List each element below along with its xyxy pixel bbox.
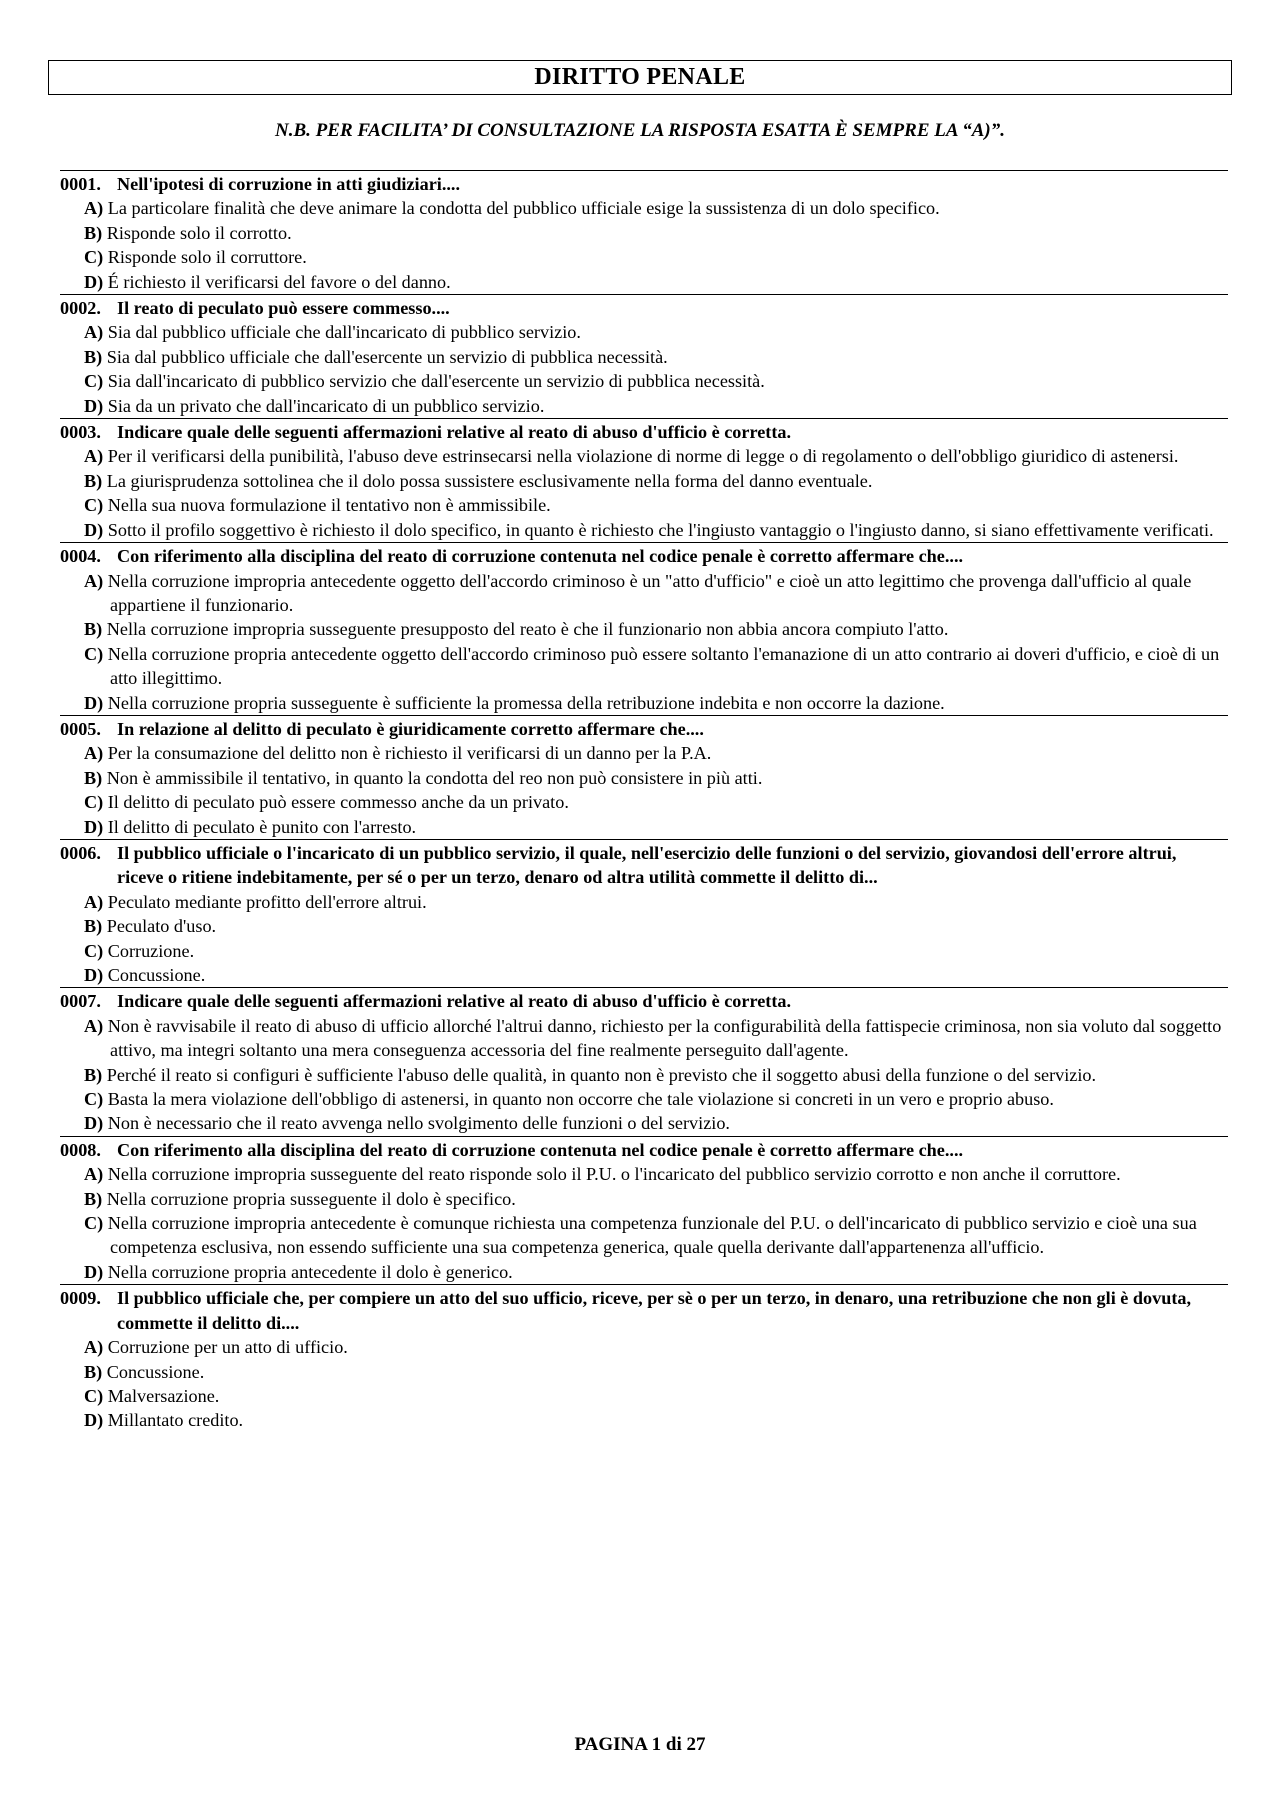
- answer-letter: D): [84, 271, 104, 292]
- answer-text: Concussione.: [107, 965, 206, 985]
- answer-letter: D): [84, 1261, 104, 1282]
- question-body: Indicare quale delle seguenti affermazioni relative al reato di abuso d'ufficio è corretta.: [117, 422, 792, 443]
- answer-letter: A): [84, 743, 104, 764]
- answer-letter: A): [84, 1164, 104, 1185]
- answer-letter: C): [84, 1213, 104, 1234]
- answer-option: [60, 196, 1228, 220]
- question-body: In relazione al delitto di peculato è giuridicamente corretto affermare che....: [117, 718, 704, 739]
- answer-text: Non è ammissibile il tentativo, in quanto la condotta del reo non può consistere in più atti.: [106, 767, 763, 788]
- answer-text: Corruzione per un atto di ufficio.: [107, 1337, 348, 1358]
- question-block: [60, 715, 1228, 839]
- answer-letter: B): [84, 346, 103, 367]
- answer-option: [60, 1384, 1228, 1408]
- answer-text: Non è necessario che il reato avvenga nello svolgimento delle funzioni o del servizio.: [107, 1113, 730, 1134]
- question-block: [60, 294, 1228, 418]
- answer-text: Perché il reato si configuri è sufficiente l'abuso delle qualità, in quanto non è previsto che il soggetto abusi della funzione o del servizio.: [106, 1064, 1097, 1085]
- answer-option: [60, 1087, 1228, 1111]
- answer-letter: B): [84, 619, 103, 640]
- answer-letter: C): [84, 940, 104, 961]
- answer-option: [60, 963, 1228, 987]
- answer-text: Per il verificarsi della punibilità, l'abuso deve estrinsecarsi nella violazione di norme di legge o di regolamento o dell'obbligo giuridico di astenersi.: [107, 446, 1179, 467]
- question-text: [60, 296, 1226, 320]
- answer-option: [60, 320, 1228, 344]
- answer-option: [60, 369, 1228, 393]
- answer-option: [60, 1335, 1228, 1359]
- answer-text: Nella corruzione propria susseguente è sufficiente la promessa della retribuzione indebita e non occorre la dazione.: [107, 692, 945, 713]
- question-body: Il pubblico ufficiale che, per compiere un atto del suo ufficio, riceve, per sè o per un terzo, in denaro, una retribuzione che non gli è dovuta, commette il delitto di....: [117, 1288, 1192, 1333]
- answer-text: Sia dal pubblico ufficiale che dall'incaricato di pubblico servizio.: [107, 322, 581, 343]
- answer-option: [60, 394, 1228, 418]
- question-block: [60, 542, 1228, 715]
- answer-text: Il delitto di peculato è punito con l'arresto.: [107, 816, 417, 837]
- answer-option: [60, 1014, 1228, 1063]
- answer-letter: D): [84, 1113, 104, 1134]
- answer-letter: C): [84, 1089, 104, 1110]
- answer-letter: A): [84, 570, 104, 591]
- answer-text: Malversazione.: [107, 1385, 220, 1406]
- answer-letter: A): [84, 322, 104, 343]
- answer-option: [60, 790, 1228, 814]
- question-text: [60, 989, 1226, 1013]
- question-block: [60, 839, 1228, 987]
- answer-letter: B): [84, 1064, 103, 1085]
- answer-option: [60, 493, 1228, 517]
- answer-letter: D): [84, 1410, 104, 1431]
- answer-option: [60, 914, 1228, 938]
- consultation-note: N.B. PER FACILITA’ DI CONSULTAZIONE LA RISPOSTA ESATTA È SEMPRE LA “A)”.: [275, 120, 1005, 141]
- answer-letter: C): [84, 495, 104, 516]
- question-number: 0003.: [60, 422, 101, 443]
- answer-text: Risponde solo il corrotto.: [106, 222, 292, 243]
- answer-text: Peculato d'uso.: [106, 916, 217, 937]
- answer-text: Nella sua nuova formulazione il tentativo non è ammissibile.: [107, 495, 551, 516]
- answer-text: Sotto il profilo soggettivo è richiesto il dolo specifico, in quanto è richiesto che l'ingiusto vantaggio o l'ingiusto danno, si siano effettivamente verificati.: [107, 519, 1214, 540]
- question-number: 0006.: [60, 842, 101, 863]
- answer-option: [60, 1360, 1228, 1384]
- answer-letter: C): [84, 371, 104, 392]
- answer-option: [60, 617, 1228, 641]
- answer-option: [60, 1187, 1228, 1211]
- answer-letter: D): [84, 519, 104, 540]
- answer-text: Nella corruzione propria antecedente il dolo è generico.: [107, 1261, 513, 1282]
- answer-letter: B): [84, 916, 103, 937]
- answer-text: Corruzione.: [107, 940, 195, 961]
- answer-option: [60, 691, 1228, 715]
- answer-text: Sia da un privato che dall'incaricato di un pubblico servizio.: [107, 395, 545, 416]
- answer-option: [60, 569, 1228, 618]
- answer-text: La particolare finalità che deve animare la condotta del pubblico ufficiale esige la sussistenza di un dolo specifico.: [107, 198, 940, 219]
- answer-option: [60, 1260, 1228, 1284]
- question-text: [60, 544, 1226, 568]
- answer-letter: D): [84, 692, 104, 713]
- answer-text: Non è ravvisabile il reato di abuso di ufficio allorché l'altrui danno, richiesto per la configurabilità della fattispecie criminosa, non sia voluto dal soggetto attivo, ma integri soltanto una mera conseguenza accessoria del fine realmente perseguito dall'agente.: [107, 1015, 1222, 1061]
- answer-text: Basta la mera violazione dell'obbligo di astenersi, in quanto non occorre che tale violazione si concreti in un vero e proprio abuso.: [107, 1089, 1054, 1110]
- answer-text: Il delitto di peculato può essere commesso anche da un privato.: [107, 792, 569, 813]
- answer-letter: C): [84, 643, 104, 664]
- question-body: Con riferimento alla disciplina del reato di corruzione contenuta nel codice penale è corretto affermare che....: [117, 546, 964, 567]
- question-number: 0004.: [60, 546, 101, 567]
- answer-option: [60, 1063, 1228, 1087]
- page-title: DIRITTO PENALE: [48, 60, 1232, 95]
- answer-letter: C): [84, 1385, 104, 1406]
- answer-letter: D): [84, 395, 104, 416]
- answer-text: Nella corruzione impropria susseguente presupposto del reato è che il funzionario non abbia ancora compiuto l'atto.: [106, 619, 949, 640]
- answer-option: [60, 469, 1228, 493]
- question-text: [60, 1138, 1226, 1162]
- answer-text: Sia dall'incaricato di pubblico servizio che dall'esercente un servizio di pubblica necessità.: [107, 371, 765, 392]
- answer-text: Nella corruzione impropria antecedente oggetto dell'accordo criminoso è un "atto d'ufficio" e cioè un atto legittimo che provenga dall'ufficio al quale appartiene il funzionario.: [107, 570, 1192, 615]
- question-text: [60, 172, 1226, 196]
- question-block: [60, 170, 1228, 294]
- question-body: Nell'ipotesi di corruzione in atti giudiziari....: [117, 174, 461, 194]
- question-list: [60, 170, 1228, 1433]
- answer-option: [60, 1111, 1228, 1135]
- answer-option: [60, 518, 1228, 542]
- question-text: [60, 717, 1226, 741]
- answer-option: [60, 741, 1228, 765]
- answer-letter: A): [84, 1337, 104, 1358]
- question-block: [60, 1136, 1228, 1284]
- question-block: [60, 418, 1228, 542]
- answer-text: Nella corruzione impropria antecedente è comunque richiesta una competenza funzionale del P.U. o dell'incaricato di pubblico servizio e cioè una sua competenza esclusiva, non essendo sufficiente una sua competenza generica, quale quella derivante dall'appartenenza all'ufficio.: [107, 1213, 1197, 1258]
- answer-option: [60, 1408, 1228, 1432]
- question-body: Il pubblico ufficiale o l'incaricato di un pubblico servizio, il quale, nell'esercizio delle funzioni o del servizio, giovandosi dell'errore altrui, riceve o ritiene indebitamente, per sé o per un terzo, denaro od altra utilità commette il delitto di...: [117, 842, 1177, 888]
- answer-letter: B): [84, 222, 103, 243]
- answer-option: [60, 245, 1228, 269]
- answer-letter: A): [84, 446, 104, 467]
- answer-text: Peculato mediante profitto dell'errore altrui.: [107, 891, 427, 912]
- answer-text: Sia dal pubblico ufficiale che dall'esercente un servizio di pubblica necessità.: [106, 346, 668, 367]
- question-number: 0009.: [60, 1288, 101, 1309]
- answer-option: [60, 766, 1228, 790]
- question-text: [60, 841, 1226, 890]
- answer-letter: A): [84, 1015, 104, 1036]
- answer-letter: D): [84, 816, 104, 837]
- question-text: [60, 1286, 1226, 1335]
- answer-text: Millantato credito.: [107, 1410, 244, 1431]
- answer-letter: B): [84, 470, 103, 491]
- question-number: 0005.: [60, 718, 101, 739]
- answer-option: [60, 815, 1228, 839]
- answer-letter: A): [84, 198, 104, 219]
- question-number: 0001.: [60, 174, 101, 194]
- answer-option: [60, 345, 1228, 369]
- question-number: 0007.: [60, 991, 101, 1012]
- question-number: 0002.: [60, 298, 101, 319]
- answer-option: [60, 890, 1228, 914]
- answer-text: Nella corruzione impropria susseguente del reato risponde solo il P.U. o l'incaricato del pubblico servizio corrotto e non anche il corruttore.: [107, 1164, 1121, 1185]
- answer-text: Per la consumazione del delitto non è richiesto il verificarsi di un danno per la P.A.: [107, 743, 712, 764]
- question-block: [60, 1284, 1228, 1432]
- answer-letter: C): [84, 247, 104, 268]
- answer-text: La giurisprudenza sottolinea che il dolo possa sussistere esclusivamente nella forma del danno eventuale.: [106, 470, 873, 491]
- question-number: 0008.: [60, 1139, 101, 1160]
- question-body: Con riferimento alla disciplina del reato di corruzione contenuta nel codice penale è corretto affermare che....: [117, 1139, 964, 1160]
- answer-letter: D): [84, 965, 104, 985]
- answer-letter: B): [84, 1188, 103, 1209]
- question-block: [60, 987, 1228, 1135]
- answer-letter: A): [84, 891, 104, 912]
- answer-text: Concussione.: [106, 1361, 205, 1382]
- answer-option: [60, 642, 1228, 691]
- answer-letter: B): [84, 767, 103, 788]
- answer-option: [60, 939, 1228, 963]
- answer-text: Nella corruzione propria susseguente il dolo è specifico.: [106, 1188, 516, 1209]
- answer-option: [60, 1211, 1228, 1260]
- answer-letter: B): [84, 1361, 103, 1382]
- page-number: PAGINA 1 di 27: [574, 1734, 706, 1755]
- answer-text: Risponde solo il corruttore.: [107, 247, 307, 268]
- answer-text: É richiesto il verificarsi del favore o del danno.: [107, 271, 451, 292]
- answer-text: Nella corruzione propria antecedente oggetto dell'accordo criminoso può essere soltanto l'emanazione di un atto contrario ai doveri d'ufficio, e cioè di un atto illegittimo.: [107, 643, 1220, 689]
- question-body: Indicare quale delle seguenti affermazioni relative al reato di abuso d'ufficio è corretta.: [117, 991, 792, 1012]
- answer-option: [60, 1162, 1228, 1186]
- answer-option: [60, 221, 1228, 245]
- question-body: Il reato di peculato può essere commesso....: [117, 298, 450, 319]
- answer-option: [60, 270, 1228, 294]
- answer-letter: C): [84, 792, 104, 813]
- question-text: [60, 420, 1226, 444]
- answer-option: [60, 444, 1228, 468]
